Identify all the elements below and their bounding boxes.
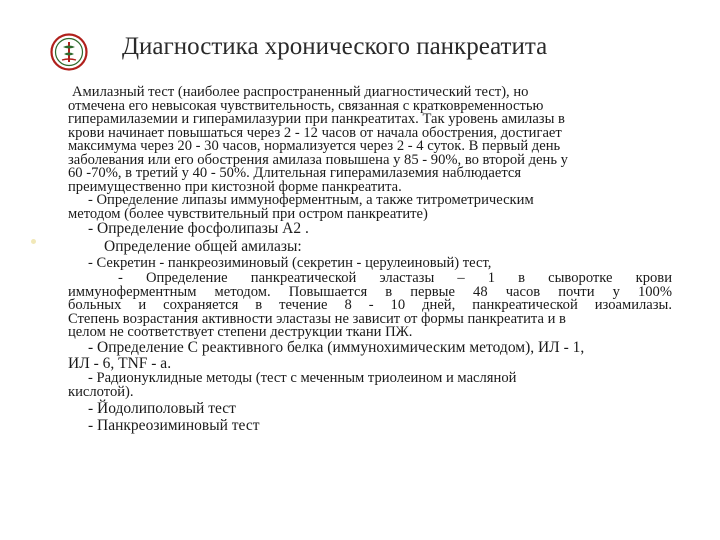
text-line: иммуноферментным методом. Повышается в первые 48 часов почти у 100%: [68, 283, 672, 300]
text-line: - Йодолиполовый тест: [88, 400, 236, 417]
paragraph-c-reactive-protein: [42, 340, 672, 372]
bullet-marker: [31, 239, 36, 244]
text-line: преимущественно при кистозной форме панкреатита.: [68, 178, 402, 195]
paragraph-elastase: [42, 272, 672, 340]
text-line: ИЛ - 6, TNF - а.: [68, 355, 172, 372]
text-line: - Определение фосфолипазы А2 .: [88, 220, 309, 237]
text-line: Определение общей амилазы:: [104, 238, 302, 255]
text-line: больных и сохраняется в течение 8 - 10 дней, панкреатической изоамилазы.: [68, 297, 672, 313]
paragraph-secretin-test: [42, 257, 672, 271]
paragraph-iodolipol-test: [42, 401, 672, 417]
slide-title: Диагностика хронического панкреатита: [122, 33, 548, 60]
paragraph-radionuclide-methods: [42, 372, 672, 399]
text-line: заболевания или его обострения амилаза повышена у 85 - 90%, во второй день у: [68, 151, 568, 168]
text-line: - Определение панкреатической эластазы – 1 в сыворотке крови: [118, 270, 672, 286]
text-line: - Секретин - панкреозиминовый (секретин - церулеиновый) тест,: [88, 255, 492, 271]
paragraph-amylase-test: [42, 86, 672, 194]
text-line: целом не соответствует степени деструкции ткани ПЖ.: [68, 324, 413, 340]
text-line: - Радионуклидные методы (тест с меченным триолеином и масляной: [88, 370, 517, 386]
text-line: - Определение С реактивного белка (иммунохимическим методом), ИЛ - 1,: [88, 339, 585, 356]
text-line: кислотой).: [68, 383, 134, 400]
text-line: 60 -70%, в третий у 40 - 50%. Длительная гиперамилаземия наблюдается: [68, 165, 522, 181]
paragraph-pancreozymin-test: [42, 418, 672, 434]
text-line: Степень возрастания активности эластазы не зависит от формы панкреатита и в: [68, 310, 566, 327]
text-line: максимума через 20 - 30 часов, нормализуется через 2 - 4 суток. В первый день: [68, 138, 561, 154]
paragraph-phospholipase: [42, 221, 672, 237]
text-line: гиперамилаземии и гиперамилазурии при панкреатитах. Так уровень амилазы в: [68, 111, 565, 127]
text-line: крови начинает повышаться через 2 - 12 часов от начала обострения, достигает: [68, 124, 562, 141]
paragraph-total-amylase: [42, 239, 672, 255]
text-line: - Определение липазы иммуноферментным, а также титрометрическим: [88, 192, 534, 208]
text-line: Амилазный тест (наиболее распространенный диагностический тест), но: [72, 84, 529, 100]
university-crest-icon: [50, 33, 88, 71]
text-line: - Панкреозиминовый тест: [88, 417, 260, 434]
paragraph-lipase: [42, 194, 672, 221]
text-line: отмечена его невысокая чувствительность, связанная с кратковременностью: [68, 97, 544, 114]
text-line: методом (более чувствительный при остром панкреатите): [68, 205, 428, 222]
